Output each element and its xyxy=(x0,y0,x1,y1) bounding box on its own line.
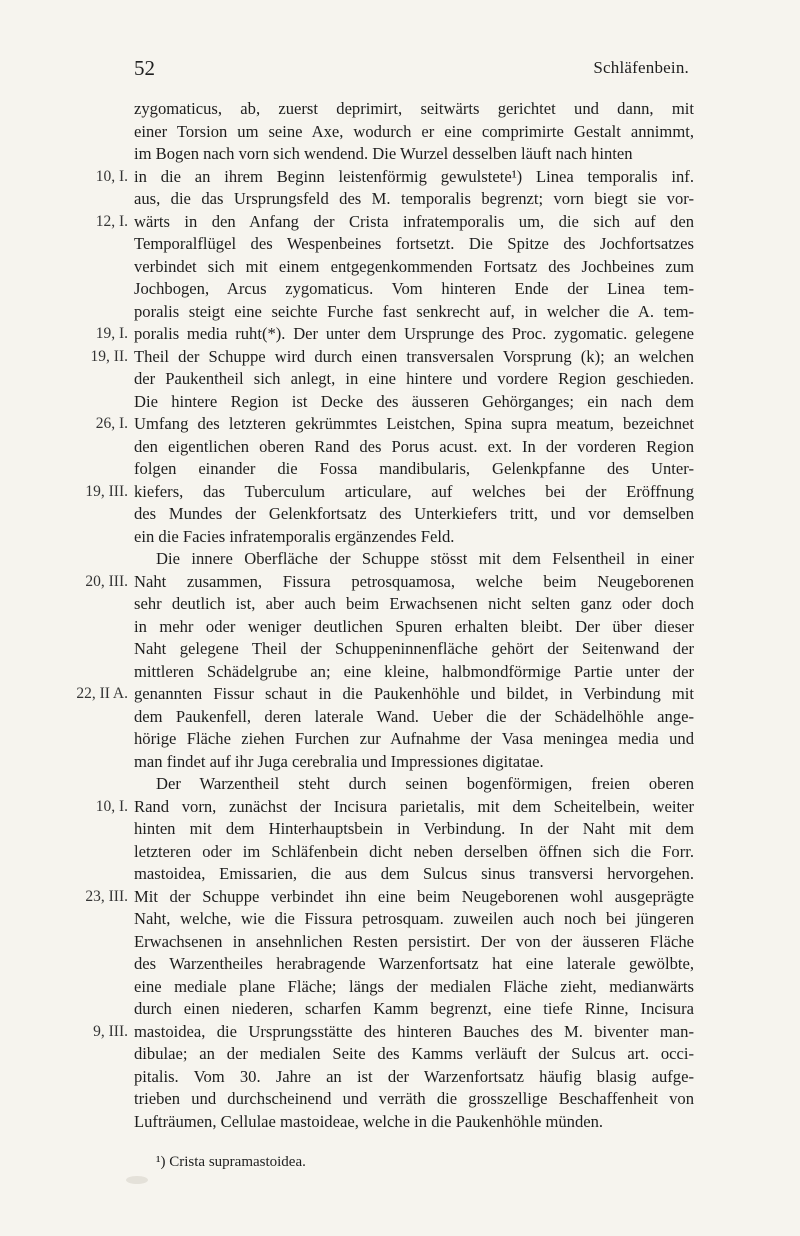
text-line xyxy=(134,706,694,729)
line-text: pitalis. Vom 30. Jahre an ist der Warzenfortsatz häufig blasig aufge- xyxy=(134,1066,694,1086)
text-line xyxy=(85,571,694,594)
line-text: dem Paukenfell, deren laterale Wand. Ueber die der Schädelhöhle ange- xyxy=(134,706,694,726)
text-line xyxy=(134,616,694,639)
margin-reference: 10, I. xyxy=(95,797,128,815)
text-line xyxy=(134,188,694,211)
line-text: hörige Fläche ziehen Furchen zur Aufnahme der Vasa meningea media und xyxy=(134,729,694,748)
line-text: verbindet sich mit einem entgegenkommenden Fortsatz des Jochbeines zum xyxy=(134,256,694,276)
text-line xyxy=(95,211,694,234)
line-text: dibulae; an der medialen Seite des Kamms verläuft der Sulcus art. occi- xyxy=(134,1044,694,1063)
text-line xyxy=(134,1088,694,1111)
line-text: den eigentlichen oberen Rand des Porus acust. ext. In der vorderen Region xyxy=(134,436,694,456)
line-text: Temporalflügel des Wespenbeines fortsetzt. Die Spitze des Jochfortsatzes xyxy=(134,234,694,253)
margin-reference: 9, III. xyxy=(93,1022,128,1040)
line-text: man findet auf ihr Juga cerebralia und Impressiones digitatae. xyxy=(134,751,544,771)
text-line xyxy=(134,526,694,549)
text-line xyxy=(134,548,694,571)
text-line xyxy=(134,751,694,774)
line-text: eine mediale plane Fläche; längs der medialen Fläche zieht, medianwärts xyxy=(134,976,694,996)
line-text: Die hintere Region ist Decke des äusseren Gehörganges; ein nach dem xyxy=(134,391,694,411)
margin-reference: 26, I. xyxy=(95,415,128,432)
line-text: in mehr oder weniger deutlichen Spuren erhalten bleibt. Der über dieser xyxy=(134,616,694,636)
margin-reference: 10, I. xyxy=(95,167,128,185)
text-line xyxy=(90,346,694,369)
line-text: folgen einander die Fossa mandibularis, Gelenkpfanne des Unter- xyxy=(134,459,694,478)
text-line xyxy=(134,841,694,864)
text-line xyxy=(134,121,694,144)
text-line xyxy=(134,818,694,841)
margin-reference: 22, II A. xyxy=(76,685,128,702)
text-line xyxy=(134,638,694,661)
text-line xyxy=(134,773,694,796)
line-text: letzteren oder im Schläfenbein dicht neben derselben öffnen sich die Forr. xyxy=(134,841,694,861)
text-line xyxy=(134,233,694,256)
text-line xyxy=(134,1111,694,1134)
page-header xyxy=(134,56,689,82)
line-text: aus, die das Ursprungsfeld des M. temporalis begrenzt; vorn biegt sie vor- xyxy=(134,189,694,208)
line-text: Lufträumen, Cellulae mastoideae, welche in die Paukenhöhle münden. xyxy=(134,1111,604,1131)
line-text: Der Warzentheil steht durch seinen bogenförmigen, freien oberen xyxy=(156,774,694,793)
line-text: kiefers, das Tuberculum articulare, auf welches bei der Eröffnung xyxy=(134,481,694,501)
line-text: des Warzentheiles herabragende Warzenfortsatz hat eine laterale gewölbte, xyxy=(134,954,694,973)
margin-reference: 23, III. xyxy=(85,887,128,905)
line-text: mastoidea, die Ursprungsstätte des hinteren Bauches des M. biventer man- xyxy=(134,1021,694,1041)
text-line xyxy=(85,481,694,504)
text-line xyxy=(95,166,694,189)
line-text: einer Torsion um seine Axe, wodurch er eine comprimirte Gestalt annimmt, xyxy=(134,121,694,141)
text-line xyxy=(134,728,694,751)
line-text: im Bogen nach vorn sich wendend. Die Wurzel desselben läuft nach hinten xyxy=(134,144,633,163)
margin-reference: 12, I. xyxy=(95,212,128,230)
text-line xyxy=(134,953,694,976)
text-line xyxy=(134,661,694,684)
line-text: des Mundes der Gelenkfortsatz des Unterkiefers tritt, und vor demselben xyxy=(134,504,694,523)
line-text: Jochbogen, Arcus zygomaticus. Vom hinteren Ende der Linea tem- xyxy=(134,279,694,298)
text-line xyxy=(134,301,694,324)
text-line xyxy=(76,683,694,706)
line-text: ein die Facies infratemporalis ergänzendes Feld. xyxy=(134,526,455,546)
footnote: ¹) Crista supramastoidea. xyxy=(156,1154,306,1170)
running-title: Schläfenbein. xyxy=(593,58,689,77)
text-line xyxy=(95,323,694,346)
text-line xyxy=(134,908,694,931)
line-text: hinten mit dem Hinterhauptsbein in Verbindung. In der Naht mit dem xyxy=(134,819,694,838)
body-text xyxy=(76,98,694,1133)
text-line xyxy=(134,256,694,279)
text-line xyxy=(95,413,694,436)
margin-reference: 20, III. xyxy=(85,572,128,590)
line-text: Theil der Schuppe wird durch einen transversalen Vorsprung (k); an welchen xyxy=(134,346,694,366)
line-text: genannten Fissur schaut in die Paukenhöhle und bildet, in Verbindung mit xyxy=(134,684,694,703)
text-line xyxy=(134,998,694,1021)
text-line xyxy=(134,98,694,121)
line-text: Erwachsenen in ansehnlichen Resten persistirt. Der von der äusseren Fläche xyxy=(134,931,694,951)
line-text: sehr deutlich ist, aber auch beim Erwachsenen nicht selten ganz oder doch xyxy=(134,594,694,613)
line-text: Naht gelegene Theil der Schuppeninnenfläche gehört der Seitenwand der xyxy=(134,639,694,658)
line-text: mittleren Schädelgrube an; eine kleine, halbmondförmige Partie unter der xyxy=(134,661,694,681)
text-line xyxy=(134,368,694,391)
text-line xyxy=(134,931,694,954)
line-text: trieben und durchscheinend und verräth die grosszellige Beschaffenheit von xyxy=(134,1089,694,1108)
text-line xyxy=(85,886,694,909)
line-text: wärts in den Anfang der Crista infratemporalis um, die sich auf den xyxy=(134,211,694,231)
text-line xyxy=(134,391,694,414)
line-text: mastoidea, Emissarien, die aus dem Sulcus sinus transversi hervorgehen. xyxy=(134,864,694,883)
line-text: der Paukentheil sich anlegt, in eine hintere und vordere Region geschieden. xyxy=(134,369,694,388)
line-text: Naht zusammen, Fissura petrosquamosa, welche beim Neugeborenen xyxy=(134,571,694,591)
text-line xyxy=(95,796,694,819)
text-line xyxy=(134,278,694,301)
text-line xyxy=(134,976,694,999)
page-number: 52 xyxy=(134,56,155,80)
line-text: durch einen niederen, scharfen Kamm begrenzt, eine tiefe Rinne, Incisura xyxy=(134,999,694,1018)
text-line xyxy=(134,458,694,481)
line-text: zygomaticus, ab, zuerst deprimirt, seitwärts gerichtet und dann, mit xyxy=(134,99,694,118)
text-line xyxy=(134,436,694,459)
line-text: Mit der Schuppe verbindet ihn eine beim Neugeborenen wohl ausgeprägte xyxy=(134,886,694,906)
text-line xyxy=(134,593,694,616)
text-line xyxy=(134,143,694,166)
text-line xyxy=(134,1066,694,1089)
text-line xyxy=(134,503,694,526)
text-line xyxy=(93,1021,694,1044)
line-text: in die an ihrem Beginn leistenförmig gewulstete¹) Linea temporalis inf. xyxy=(134,166,694,186)
margin-reference: 19, I. xyxy=(95,325,128,342)
line-text: Rand vorn, zunächst der Incisura parietalis, mit dem Scheitelbein, weiter xyxy=(134,796,694,816)
margin-reference: 19, III. xyxy=(85,482,128,500)
line-text: Naht, welche, wie die Fissura petrosquam. zuweilen auch noch bei jüngeren xyxy=(134,909,694,928)
margin-reference: 19, II. xyxy=(90,347,128,365)
line-text: poralis steigt eine seichte Furche fast senkrecht auf, in welcher die A. tem- xyxy=(134,301,694,321)
line-text: Umfang des letzteren gekrümmtes Leistchen, Spina supra meatum, bezeichnet xyxy=(134,414,694,433)
paper-stain xyxy=(126,1176,148,1184)
line-text: poralis media ruht(*). Der unter dem Ursprunge des Proc. zygomatic. gelegene xyxy=(134,324,694,343)
text-line xyxy=(134,1043,694,1066)
text-line xyxy=(134,863,694,886)
line-text: Die innere Oberfläche der Schuppe stösst mit dem Felsentheil in einer xyxy=(156,549,694,568)
